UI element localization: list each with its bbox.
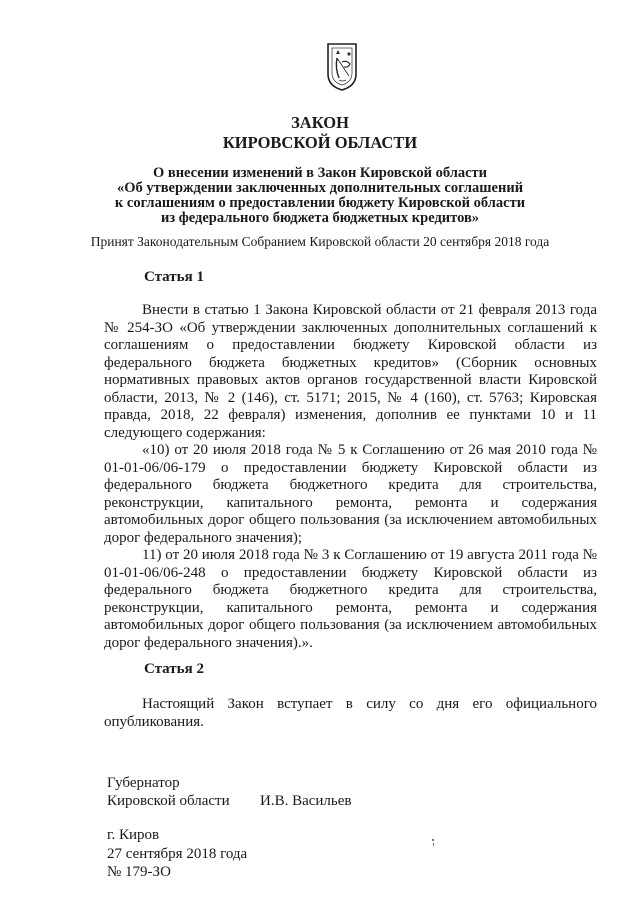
doc-type-title: ЗАКОН [291,113,349,132]
scan-speck [432,839,434,841]
coat-of-arms-icon [325,40,359,92]
adoption-note: Принят Законодательным Собранием Кировской области 20 сентября 2018 года [90,234,550,249]
subject-line: О внесении изменений в Закон Кировской области [152,165,488,181]
article-2-heading: Статья 2 [144,661,204,677]
city: г. Киров [107,827,160,843]
article-1-item-10: «10) от 20 июля 2018 года № 5 к Соглашению от 26 мая 2010 года № 01-01-06/06-179 о предоставлении бюджету Кировской области из федерального бюджета бюджетного кредита для строительства, реконструкции, капитального ремонта, ремонта и содержания автомобильных дорог общего пользования (за исключением автомобильных дорог федерального значения); [104,442,597,546]
article-1-intro: Внести в статью 1 Закона Кировской области от 21 февраля 2013 года № 254-ЗО «Об утверждении заключенных дополнительных соглашений к соглашениям о предоставлении бюджету Кировской области из федерального бюджета бюджетных кредитов» (Сборник основных нормативных правовых актов органов государственной власти Кировской области, 2013, № 2 (146), ст. 5171; 2015, № 4 (160), ст. 5763; Кировская правда, 2018, 22 февраля) изменения, дополнив ее пунктами 10 и 11 следующего содержания: [104,302,597,441]
signatory-name: И.В. Васильев [260,793,352,809]
region-title: КИРОВСКОЙ ОБЛАСТИ [222,133,418,152]
article-1-item-11: 11) от 20 июля 2018 года № 3 к Соглашению от 19 августа 2011 года № 01-01-06/06-248 о предоставлении бюджету Кировской области из федерального бюджета бюджетного кредита для строительства, реконструкции, капитального ремонта, ремонта и содержания автомобильных дорог общего пользования (за исключением автомобильных дорог федерального значения).». [104,547,597,651]
sign-date: 27 сентября 2018 года [107,846,248,862]
scan-speck [433,843,434,846]
law-number: № 179-ЗО [107,864,171,880]
subject-line: из федерального бюджета бюджетных кредитов» [160,210,480,226]
law-subject [60,166,580,226]
subject-line: «Об утверждении заключенных дополнительных соглашений [116,180,524,196]
signatory-position: Губернатор [107,775,180,791]
signatory-region: Кировской области [107,793,230,809]
article-1-heading: Статья 1 [144,269,204,285]
article-2-text: Настоящий Закон вступает в силу со дня его официального опубликования. [104,696,597,730]
subject-line: к соглашениям о предоставлении бюджету Кировской области [114,195,526,211]
